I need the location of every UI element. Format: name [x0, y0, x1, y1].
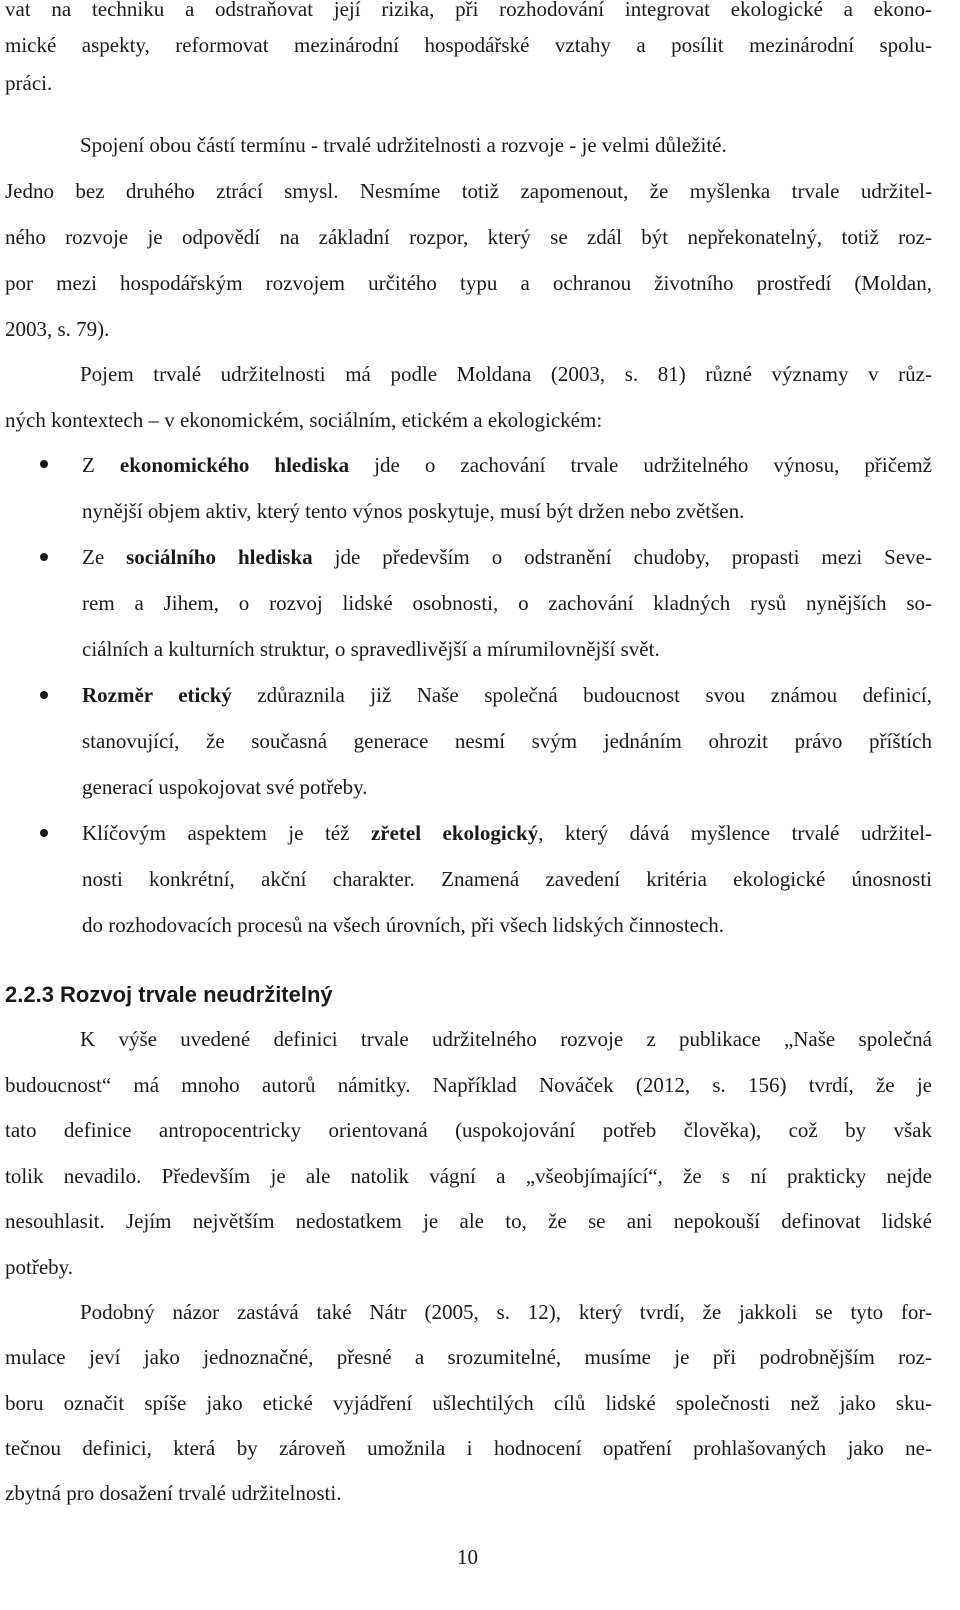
bullet-line: nosti konkrétní, akční charakter. Znamená zavedení kritéria ekologické únosnosti	[82, 867, 932, 891]
paragraph-line: mické aspekty, reformovat mezinárodní hospodářské vztahy a posílit mezinárodní spolu-	[5, 33, 932, 57]
paragraph-line: nesouhlasit. Jejím největším nedostatkem je ale to, že se ani nepokouší definovat lidské	[5, 1209, 932, 1233]
paragraph-line: tato definice antropocentricky orientovaná (uspokojování potřeb člověka), což by však	[5, 1118, 932, 1142]
bullet-icon	[40, 691, 48, 699]
bullet-line: ciálních a kulturních struktur, o spravedlivější a mírumilovnější svět.	[82, 637, 660, 661]
paragraph-line: ného rozvoje je odpovědí na základní rozpor, který se zdál být nepřekonatelný, totiž roz-	[5, 225, 932, 249]
paragraph-line: Jedno bez druhého ztrácí smysl. Nesmíme totiž zapomenout, že myšlenka trvale udržitel-	[5, 179, 932, 203]
paragraph-line: zbytná pro dosažení trvalé udržitelnosti.	[5, 1481, 342, 1505]
bullet-line: rem a Jihem, o rozvoj lidské osobnosti, o zachování kladných rysů nynějších so-	[82, 591, 932, 615]
bullet-text-post: zdůraznila již Naše společná budoucnost svou známou definicí,	[231, 683, 932, 707]
paragraph-line: mulace jeví jako jednoznačné, přesné a srozumitelné, musíme je při podrobnějším roz-	[5, 1345, 932, 1369]
paragraph-line: vat na techniku a odstraňovat její rizika, při rozhodování integrovat ekologické a ekono-	[5, 0, 932, 21]
bullet-line: do rozhodovacích procesů na všech úrovních, při všech lidských činnostech.	[82, 913, 725, 937]
paragraph-line: ných kontextech – v ekonomickém, sociálním, etickém a ekologickém:	[5, 408, 603, 432]
paragraph-line: práci.	[5, 71, 53, 95]
section-heading: 2.2.3 Rozvoj trvale neudržitelný	[5, 982, 333, 1007]
bullet-line	[82, 680, 932, 710]
bullet-text-post: , který dává myšlence trvalé udržitel-	[538, 821, 932, 845]
paragraph-line: tečnou definici, která by zároveň umožnila i hodnocení opatření prohlašovaných jako ne-	[5, 1436, 932, 1460]
paragraph-line: boru označit spíše jako etické vyjádření ušlechtilých cílů lidské společnosti než jako sku-	[5, 1391, 932, 1415]
bullet-text-post: jde o zachování trvale udržitelného výnosu, přičemž	[349, 453, 932, 477]
paragraph-line: Pojem trvalé udržitelnosti má podle Moldana (2003, s. 81) různé významy v růz-	[80, 362, 932, 386]
bullet-text-pre: Z	[82, 453, 120, 477]
bullet-icon	[40, 829, 48, 837]
paragraph-line: K výše uvedené definici trvale udržitelného rozvoje z publikace „Naše společná	[80, 1027, 932, 1051]
bullet-line	[82, 818, 932, 848]
paragraph-line: tolik nevadilo. Především je ale natolik vágní a „všeobjímající“, že s ní prakticky nejde	[5, 1164, 932, 1188]
paragraph-line: budoucnost“ má mnoho autorů námitky. Například Nováček (2012, s. 156) tvrdí, že je	[5, 1073, 932, 1097]
bullet-line: generací uspokojovat své potřeby.	[82, 775, 368, 799]
bullet-line	[82, 542, 932, 572]
bullet-line: nynější objem aktiv, který tento výnos poskytuje, musí být držen nebo zvětšen.	[82, 499, 745, 523]
bullet-text-pre: Klíčovým aspektem je též	[82, 821, 371, 845]
bullet-text-post: jde především o odstranění chudoby, propasti mezi Seve-	[312, 545, 932, 569]
paragraph-line: Spojení obou částí termínu - trvalé udržitelnosti a rozvoje - je velmi důležité.	[80, 133, 727, 157]
page-number: 10	[457, 1545, 478, 1569]
bullet-text-pre: Ze	[82, 545, 127, 569]
paragraph-line: 2003, s. 79).	[5, 317, 110, 341]
bullet-text-bold: sociálního hlediska	[126, 545, 313, 569]
paragraph-line: Podobný názor zastává také Nátr (2005, s. 12), který tvrdí, že jakkoli se tyto for-	[80, 1300, 932, 1324]
bullet-text-bold: Rozměr etický	[82, 683, 232, 707]
bullet-line	[82, 450, 932, 480]
paragraph-line: por mezi hospodářským rozvojem určitého typu a ochranou životního prostředí (Moldan,	[5, 271, 932, 295]
bullet-icon	[40, 553, 48, 561]
bullet-text-bold: zřetel ekologický	[370, 821, 539, 845]
bullet-line: stanovující, že současná generace nesmí svým jednáním ohrozit právo příštích	[82, 729, 932, 753]
bullet-icon	[40, 460, 48, 468]
paragraph-line: potřeby.	[5, 1255, 74, 1279]
bullet-text-bold: ekonomického hlediska	[119, 453, 350, 477]
